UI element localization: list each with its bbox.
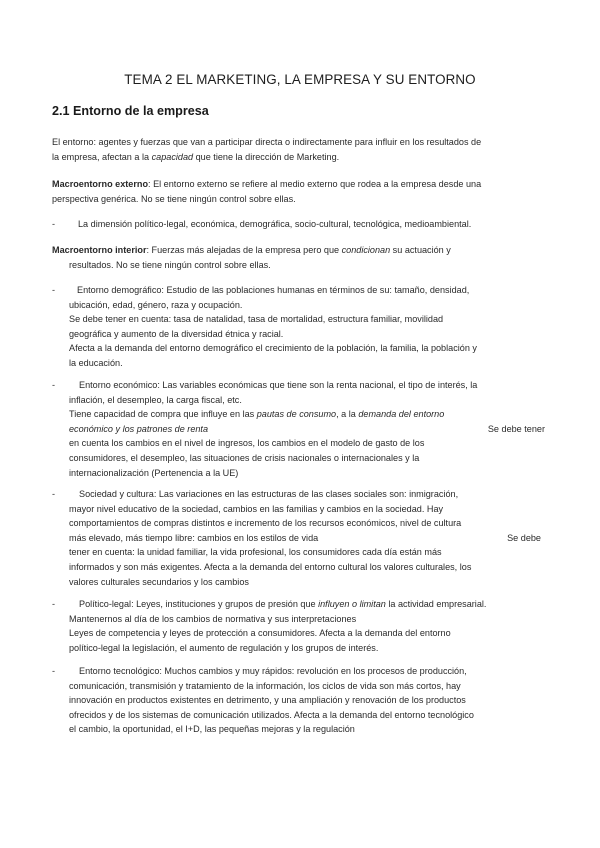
tecnologico-item: Entorno tecnológico: Muchos cambios y muy rápidos: revolución en los procesos de producción, comunicación, transmisión y tratamiento de la información, los ciclos de vida son más cortos, hay innovación en productos existentes en detrimento, y una ampliación y renovación de los productos ofrecidos y de los sistemas de comunicación utilizados. Afecta a la demanda del entorno tecnológico el cambio, la oportunidad, el I+D, las pequeñas mejoras y la regulación <box>69 666 474 735</box>
macroentorno-externo-paragraph <box>52 177 548 206</box>
politico-item: Político-legal: Leyes, instituciones y grupos de presión que influyen o limitan la actividad empresarial. Mantenernos al día de los cambios de normativa y sus interpretaciones Leyes de competencia y leyes de protección a consumidores. Afecta a la demanda del entorno político-legal la legislación, el aumento de regulación y los grupos de interés. <box>69 599 487 653</box>
macroentorno-interior-paragraph <box>52 243 548 272</box>
bullet-dash: - <box>52 599 56 609</box>
interior-line-2: resultados. No se tiene ningún control sobre ellas. <box>69 259 271 270</box>
demografico-item: Entorno demográfico: Estudio de las poblaciones humanas en términos de su: tamaño, densidad, ubicación, edad, género, raza y ocupación. Se debe tener en cuenta: tasa de natalidad, tasa de mortalidad, estructura familiar, movilidad geográfica y aumento de la diversidad étnica y racial. Afecta a la demanda del entorno demográfico el crecimiento de la población, la familia, la población y la educación. <box>69 285 477 368</box>
bullet-dash: - <box>52 285 56 295</box>
section-heading: 2.1 Entorno de la empresa <box>52 104 209 118</box>
page-title: TEMA 2 EL MARKETING, LA EMPRESA Y SU ENTORNO <box>124 72 476 87</box>
economico-item: Entorno económico: Las variables económicas que tiene son la renta nacional, el tipo de interés, la inflación, el desempleo, la carga fiscal, etc. Tiene capacidad de compra que influye en las pautas de consumo, a la demanda del entorno económico y los patrones de renta Se debe tener en cuenta los cambios en el nivel de ingresos, los cambios en el modelo de gasto de los consumidores, el desempleo, las situaciones de crisis nacionales o internacionales y la internacionalización (Pertenencia a la UE) <box>69 380 545 478</box>
interior-line-1: Macroentorno interior: Fuerzas más alejadas de la empresa pero que condicionan su actuación y <box>52 245 451 255</box>
bullet-dash: - <box>52 219 56 229</box>
macro-line-1: Macroentorno externo: El entorno externo se refiere al medio externo que rodea a la empresa desde una <box>52 179 482 189</box>
cultura-item: Sociedad y cultura: Las variaciones en las estructuras de las clases sociales son: inmigración, mayor nivel educativo de la sociedad, cambios en las familias y cambios en la sociedad. Hay comportamientos de compras distintos e incremento de los recursos económicos, nivel de cultura más elevado, más tiempo libre: cambios en los estilos de vida Se debe tener en cuenta: la unidad familiar, la vida profesional, los consumidores cada día están más informados y son más exigentes. Afecta a la demanda del entorno cultural los valores culturales, los valores culturales secundarios y los cambios <box>69 489 541 587</box>
intro-line-2: la empresa, afectan a la capacidad que tiene la dirección de Marketing. <box>52 151 340 162</box>
bullet-dash: - <box>52 380 56 390</box>
dimension-bullet: La dimensión político-legal, económica, demográfica, socio-cultural, tecnológica, medioambiental. <box>78 219 472 229</box>
intro-paragraph <box>52 135 548 164</box>
intro-line-1: El entorno: agentes y fuerzas que van a participar directa o indirectamente para influir en los resultados de <box>52 137 482 147</box>
bullet-dash: - <box>52 489 56 499</box>
macro-line-2: perspectiva genérica. No se tiene ningún control sobre ellas. <box>52 193 296 204</box>
bullet-dash: - <box>52 666 56 676</box>
